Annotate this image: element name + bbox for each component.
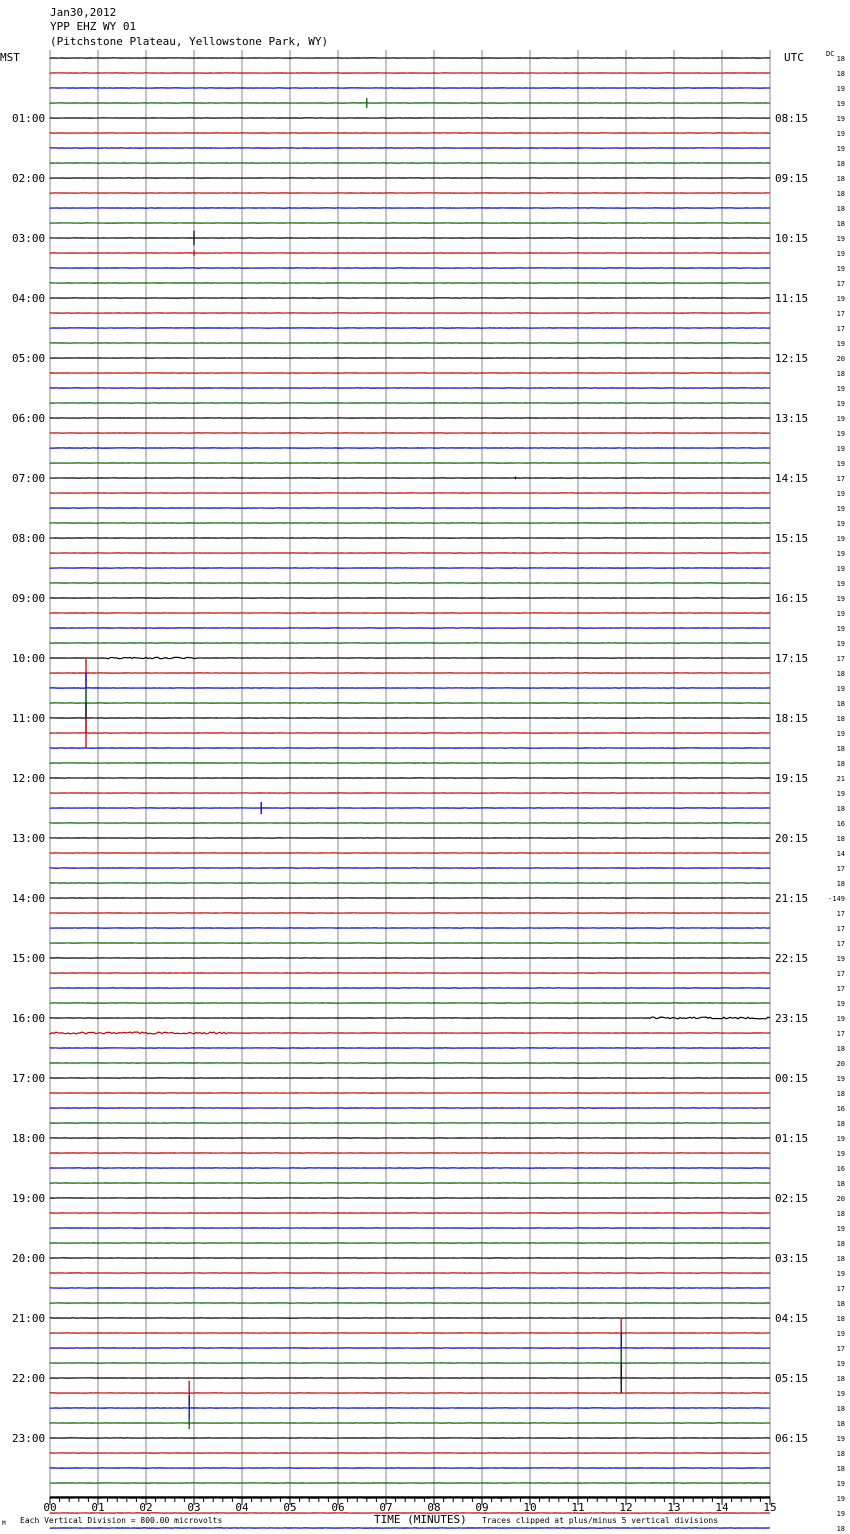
dc-value-36: 19 bbox=[836, 595, 845, 603]
dc-value-95: 19 bbox=[836, 1480, 845, 1488]
dc-value-49: 19 bbox=[836, 790, 845, 798]
dc-value-58: 17 bbox=[836, 925, 845, 933]
dc-value-9: 18 bbox=[836, 190, 845, 198]
utc-label-5: 13:15 bbox=[775, 412, 809, 425]
header-location: (Pitchstone Plateau, Yellowstone Park, WY) bbox=[50, 35, 329, 48]
utc-label-11: 19:15 bbox=[775, 772, 809, 785]
dc-value-83: 18 bbox=[836, 1300, 845, 1308]
dc-value-62: 17 bbox=[836, 985, 845, 993]
utc-label-12: 20:15 bbox=[775, 832, 809, 845]
dc-value-30: 19 bbox=[836, 505, 845, 513]
dc-value-19: 19 bbox=[836, 340, 845, 348]
dc-value-66: 18 bbox=[836, 1045, 845, 1053]
dc-value-25: 19 bbox=[836, 430, 845, 438]
dc-value-8: 18 bbox=[836, 175, 845, 183]
dc-value-33: 19 bbox=[836, 550, 845, 558]
dc-value-27: 19 bbox=[836, 460, 845, 468]
dc-value-72: 19 bbox=[836, 1135, 845, 1143]
dc-value-92: 19 bbox=[836, 1435, 845, 1443]
dc-value-87: 19 bbox=[836, 1360, 845, 1368]
utc-label-4: 12:15 bbox=[775, 352, 809, 365]
dc-value-91: 18 bbox=[836, 1420, 845, 1428]
dc-value-85: 19 bbox=[836, 1330, 845, 1338]
dc-value-26: 19 bbox=[836, 445, 845, 453]
x-tick-label-15: 15 bbox=[763, 1501, 777, 1514]
utc-label-19: 03:15 bbox=[775, 1252, 809, 1265]
dc-value-37: 19 bbox=[836, 610, 845, 618]
utc-label-7: 15:15 bbox=[775, 532, 809, 545]
dc-value-17: 17 bbox=[836, 310, 845, 318]
dc-value-79: 18 bbox=[836, 1240, 845, 1248]
dc-value-47: 18 bbox=[836, 760, 845, 768]
utc-label-21: 05:15 bbox=[775, 1372, 809, 1385]
dc-value-82: 17 bbox=[836, 1285, 845, 1293]
mst-label-18: 19:00 bbox=[12, 1192, 46, 1205]
mst-label-11: 12:00 bbox=[12, 772, 46, 785]
trace-40 bbox=[50, 657, 770, 658]
dc-value-22: 19 bbox=[836, 385, 845, 393]
utc-label-13: 21:15 bbox=[775, 892, 809, 905]
dc-value-74: 16 bbox=[836, 1165, 845, 1173]
mst-label-0: 01:00 bbox=[12, 112, 46, 125]
dc-value-6: 19 bbox=[836, 145, 845, 153]
mst-label-5: 06:00 bbox=[12, 412, 46, 425]
mst-label-20: 21:00 bbox=[12, 1312, 46, 1325]
utc-label-18: 02:15 bbox=[775, 1192, 809, 1205]
dc-value-44: 18 bbox=[836, 715, 845, 723]
dc-value-84: 18 bbox=[836, 1315, 845, 1323]
mst-label-21: 22:00 bbox=[12, 1372, 46, 1385]
dc-value-7: 18 bbox=[836, 160, 845, 168]
left-axis-title: MST bbox=[0, 51, 20, 64]
dc-value-52: 18 bbox=[836, 835, 845, 843]
x-tick-label-0: 00 bbox=[43, 1501, 57, 1514]
dc-value-21: 18 bbox=[836, 370, 845, 378]
mst-label-1: 02:00 bbox=[12, 172, 46, 185]
footer-corner-mark: M bbox=[2, 1520, 6, 1527]
dc-value-75: 18 bbox=[836, 1180, 845, 1188]
dc-value-88: 18 bbox=[836, 1375, 845, 1383]
dc-value-67: 20 bbox=[836, 1060, 845, 1068]
x-tick-label-8: 08 bbox=[427, 1501, 441, 1514]
grid-lines bbox=[50, 50, 770, 1497]
dc-value-94: 18 bbox=[836, 1465, 845, 1473]
footer-scale-note: Each Vertical Division = 800.00 microvolts bbox=[20, 1516, 223, 1525]
dc-value-45: 19 bbox=[836, 730, 845, 738]
dc-value-56: -149 bbox=[828, 895, 845, 903]
dc-value-65: 17 bbox=[836, 1030, 845, 1038]
dc-value-48: 21 bbox=[836, 775, 845, 783]
utc-label-0: 08:15 bbox=[775, 112, 809, 125]
header-station: YPP EHZ WY 01 bbox=[50, 20, 137, 33]
mst-label-2: 03:00 bbox=[12, 232, 46, 245]
mst-label-10: 11:00 bbox=[12, 712, 46, 725]
dc-value-34: 19 bbox=[836, 565, 845, 573]
mst-label-3: 04:00 bbox=[12, 292, 46, 305]
mst-label-6: 07:00 bbox=[12, 472, 46, 485]
dc-label: DC bbox=[826, 50, 835, 58]
x-tick-label-1: 01 bbox=[91, 1501, 105, 1514]
utc-label-1: 09:15 bbox=[775, 172, 809, 185]
dc-value-89: 19 bbox=[836, 1390, 845, 1398]
x-tick-label-6: 06 bbox=[331, 1501, 345, 1514]
dc-value-54: 17 bbox=[836, 865, 845, 873]
dc-value-98: 18 bbox=[836, 1525, 845, 1533]
dc-value-70: 16 bbox=[836, 1105, 845, 1113]
dc-value-35: 19 bbox=[836, 580, 845, 588]
dc-value-0: 18 bbox=[836, 55, 845, 63]
right-axis-title: UTC bbox=[784, 51, 804, 64]
utc-hour-labels bbox=[775, 112, 808, 1445]
utc-label-14: 22:15 bbox=[775, 952, 809, 965]
dc-value-29: 19 bbox=[836, 490, 845, 498]
dc-value-31: 19 bbox=[836, 520, 845, 528]
dc-value-20: 20 bbox=[836, 355, 845, 363]
mst-label-13: 14:00 bbox=[12, 892, 46, 905]
dc-value-43: 18 bbox=[836, 700, 845, 708]
mst-label-4: 05:00 bbox=[12, 352, 46, 365]
dc-value-14: 19 bbox=[836, 265, 845, 273]
dc-value-61: 17 bbox=[836, 970, 845, 978]
dc-value-10: 18 bbox=[836, 205, 845, 213]
utc-label-20: 04:15 bbox=[775, 1312, 809, 1325]
dc-value-78: 19 bbox=[836, 1225, 845, 1233]
dc-value-59: 17 bbox=[836, 940, 845, 948]
x-tick-label-14: 14 bbox=[715, 1501, 729, 1514]
x-tick-label-12: 12 bbox=[619, 1501, 633, 1514]
x-tick-label-5: 05 bbox=[283, 1501, 297, 1514]
dc-value-39: 19 bbox=[836, 640, 845, 648]
dc-value-42: 19 bbox=[836, 685, 845, 693]
dc-value-41: 18 bbox=[836, 670, 845, 678]
dc-value-64: 19 bbox=[836, 1015, 845, 1023]
x-tick-label-9: 09 bbox=[475, 1501, 489, 1514]
trace-64 bbox=[50, 1017, 770, 1019]
x-tick-label-4: 04 bbox=[235, 1501, 249, 1514]
dc-value-81: 19 bbox=[836, 1270, 845, 1278]
dc-value-13: 19 bbox=[836, 250, 845, 258]
dc-value-11: 18 bbox=[836, 220, 845, 228]
dc-value-28: 17 bbox=[836, 475, 845, 483]
dc-value-16: 19 bbox=[836, 295, 845, 303]
seismic-traces bbox=[50, 58, 770, 1534]
dc-value-71: 18 bbox=[836, 1120, 845, 1128]
x-tick-label-2: 02 bbox=[139, 1501, 153, 1514]
dc-value-12: 19 bbox=[836, 235, 845, 243]
dc-value-57: 17 bbox=[836, 910, 845, 918]
dc-value-73: 19 bbox=[836, 1150, 845, 1158]
utc-label-9: 17:15 bbox=[775, 652, 809, 665]
x-tick-label-11: 11 bbox=[571, 1501, 585, 1514]
dc-offset-values bbox=[828, 55, 845, 1534]
dc-value-2: 19 bbox=[836, 85, 845, 93]
trace-65 bbox=[50, 1032, 770, 1034]
mst-label-7: 08:00 bbox=[12, 532, 46, 545]
dc-value-68: 19 bbox=[836, 1075, 845, 1083]
dc-value-1: 18 bbox=[836, 70, 845, 78]
utc-label-15: 23:15 bbox=[775, 1012, 809, 1025]
x-tick-label-10: 10 bbox=[523, 1501, 537, 1514]
dc-value-3: 19 bbox=[836, 100, 845, 108]
mst-hour-labels bbox=[12, 112, 45, 1445]
dc-value-18: 17 bbox=[836, 325, 845, 333]
dc-value-97: 19 bbox=[836, 1510, 845, 1518]
dc-value-46: 18 bbox=[836, 745, 845, 753]
dc-value-15: 17 bbox=[836, 280, 845, 288]
dc-value-60: 19 bbox=[836, 955, 845, 963]
dc-value-93: 18 bbox=[836, 1450, 845, 1458]
mst-label-9: 10:00 bbox=[12, 652, 46, 665]
mst-label-22: 23:00 bbox=[12, 1432, 46, 1445]
dc-value-4: 19 bbox=[836, 115, 845, 123]
mst-label-8: 09:00 bbox=[12, 592, 46, 605]
utc-label-17: 01:15 bbox=[775, 1132, 809, 1145]
utc-label-2: 10:15 bbox=[775, 232, 809, 245]
header-date: Jan30,2012 bbox=[50, 6, 117, 19]
dc-value-80: 18 bbox=[836, 1255, 845, 1263]
dc-value-38: 19 bbox=[836, 625, 845, 633]
mst-label-16: 17:00 bbox=[12, 1072, 46, 1085]
dc-value-55: 18 bbox=[836, 880, 845, 888]
dc-value-63: 19 bbox=[836, 1000, 845, 1008]
x-tick-label-7: 07 bbox=[379, 1501, 393, 1514]
utc-label-22: 06:15 bbox=[775, 1432, 809, 1445]
dc-value-23: 19 bbox=[836, 400, 845, 408]
utc-label-10: 18:15 bbox=[775, 712, 809, 725]
dc-value-77: 18 bbox=[836, 1210, 845, 1218]
mst-label-19: 20:00 bbox=[12, 1252, 46, 1265]
dc-value-90: 18 bbox=[836, 1405, 845, 1413]
mst-label-12: 13:00 bbox=[12, 832, 46, 845]
utc-label-16: 00:15 bbox=[775, 1072, 809, 1085]
x-axis-label: TIME (MINUTES) bbox=[374, 1513, 467, 1526]
footer-clip-note: Traces clipped at plus/minus 5 vertical divisions bbox=[482, 1516, 719, 1525]
mst-label-14: 15:00 bbox=[12, 952, 46, 965]
dc-value-76: 20 bbox=[836, 1195, 845, 1203]
dc-value-32: 19 bbox=[836, 535, 845, 543]
dc-value-40: 17 bbox=[836, 655, 845, 663]
dc-value-53: 14 bbox=[836, 850, 845, 858]
dc-value-24: 19 bbox=[836, 415, 845, 423]
dc-value-96: 19 bbox=[836, 1495, 845, 1503]
dc-value-51: 16 bbox=[836, 820, 845, 828]
mst-label-15: 16:00 bbox=[12, 1012, 46, 1025]
utc-label-8: 16:15 bbox=[775, 592, 809, 605]
dc-value-69: 18 bbox=[836, 1090, 845, 1098]
x-tick-label-3: 03 bbox=[187, 1501, 201, 1514]
dc-value-50: 18 bbox=[836, 805, 845, 813]
dc-value-5: 19 bbox=[836, 130, 845, 138]
dc-value-86: 17 bbox=[836, 1345, 845, 1353]
utc-label-3: 11:15 bbox=[775, 292, 809, 305]
x-tick-label-13: 13 bbox=[667, 1501, 681, 1514]
mst-label-17: 18:00 bbox=[12, 1132, 46, 1145]
utc-label-6: 14:15 bbox=[775, 472, 809, 485]
